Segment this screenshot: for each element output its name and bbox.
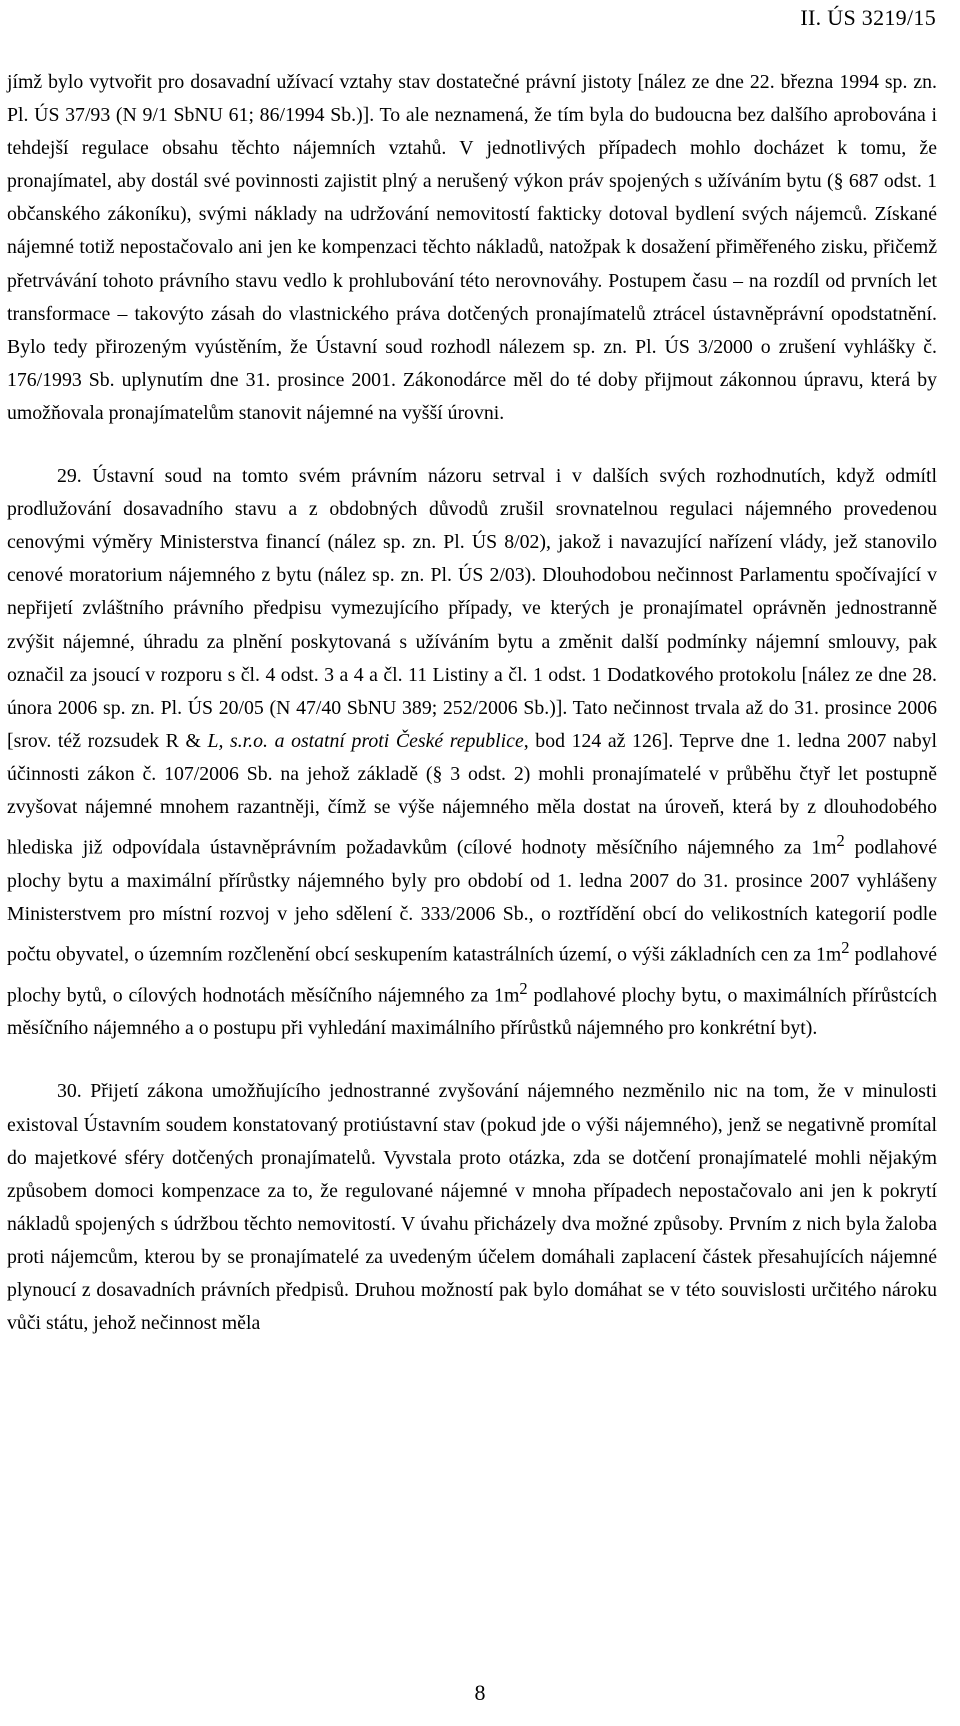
paragraph-gap [7,1045,937,1075]
paragraph-gap [7,430,937,460]
paragraph-continued: jímž bylo vytvořit pro dosavadní užívací vztahy stav dostatečné právní jistoty [nález ze dne 22. března 1994 sp. zn. Pl. ÚS 37/93 (N 9/1 SbNU 61; 86/1994 Sb.)]. To ale neznamená, že tím byla do budoucna bez dalšího aprobována i tehdejší regulace obsahu těchto nájemních vztahů. V jednotlivých případech mohlo docházet k tomu, že pronajímatel, aby dostál své povinnosti zajistit plný a nerušený výkon práv spojených s užíváním bytu (§ 687 odst. 1 občanského zákoníku), svými náklady na udržování nemovitostí fakticky dotoval bydlení svých nájemců. Získané nájemné totiž nepostačovalo ani jen ke kompenzaci těchto nákladů, natožpak k dosažení přiměřeného zisku, přičemž přetrvávání tohoto právního stavu vedlo k prohlubování této nerovnováhy. Postupem času – na rozdíl od prvních let transformace – takovýto zásah do vlastnického práva dotčených pronajímatelů ztrácel ústavněprávní opodstatnění. Bylo tedy přirozeným vyústěním, že Ústavní soud rozhodl nálezem sp. zn. Pl. ÚS 3/2000 o zrušení vyhlášky č. 176/1993 Sb. uplynutím dne 31. prosince 2001. Zákonodárce měl do té doby přijmout zákonnou úpravu, která by umožňovala pronajímatelům stanovit nájemné na vyšší úrovni. [7,71,937,424]
paragraph-29-text-1: 29. Ústavní soud na tomto svém právním názoru setrval i v dalších svých rozhodnutích, když odmítl prodlužování dosavadního stavu a z obdobných důvodů zrušil srovnatelnou regulaci nájemného provedenou cenovými výměry Ministerstva financí (nález sp. zn. Pl. ÚS 8/02), jakož i navazující nařízení vlády, jež stanovilo cenové moratorium nájemného z bytu (nález sp. zn. Pl. ÚS 2/03). Dlouhodobou nečinnost Parlamentu spočívající v nepřijetí zvláštního právního předpisu vymezujícího případy, ve kterých je pronajímatel oprávněn jednostranně zvýšit nájemné, úhradu za plnění poskytovaná s užíváním bytu a změnit další podmínky nájemní smlouvy, pak označil za jsoucí v rozporu s čl. 4 odst. 3 a 4 a čl. 11 Listiny a čl. 1 odst. 1 Dodatkového protokolu [nález ze dne 28. února 2006 sp. zn. Pl. ÚS 20/05 (N 47/40 SbNU 389; 252/2006 Sb.)]. Tato nečinnost trvala až do 31. prosince 2006 [srov. též rozsudek R & [7,465,937,752]
paragraph-29 [7,460,937,1045]
page-number: 8 [474,1680,486,1705]
paragraph-29-text-3: podlahové plochy bytu a maximální přírůstky nájemného byly pro období od 1. ledna 2007 do 31. prosince 2007 vyhlášeny Ministerstvem pro místní rozvoj v jeho sdělení č. 333/2006 Sb., o roztřídění obcí do velikostních kategorií podle počtu obyvatel, o územním rozčlenění obcí seskupením katastrálních území, o výši základních cen za 1m [7,836,937,966]
paragraph-29-text-4: podlahové plochy bytů, o cílových hodnotách měsíčního nájemného za 1m [7,943,937,1007]
paragraph-30: 30. Přijetí zákona umožňujícího jednostranné zvyšování nájemného nezměnilo nic na tom, že v minulosti existoval Ústavním soudem konstatovaný protiústavní stav (pokud jde o výši nájemného), jenž se negativně promítal do majetkové sféry dotčených pronajímatelů. Vyvstala proto otázka, zda se dotčení pronajímatelé mohli nějakým způsobem domoci kompenzace za to, že regulované nájemné v mnoha případech nepostačovalo ani jen k pokrytí nákladů spojených s údržbou těchto nemovitostí. V úvahu přicházely dva možné způsoby. Prvním z nich byla žaloba proti nájemcům, kterou by se pronajímatelé za uvedeným účelem domáhali zaplacení částek přesahujících nájemné plynoucí z dosavadních právních předpisů. Druhou možností pak bylo domáhat se v této souvislosti určitého nároku vůči státu, jehož nečinnost měla [7,1080,937,1335]
superscript-squared: 2 [519,978,528,998]
case-number-header: II. ÚS 3219/15 [800,5,936,30]
case-name-italic: L, s.r.o. a ostatní proti České republice [207,729,524,752]
paragraph-29-text-5: podlahové plochy bytu, o maximálních přírůstcích měsíčního nájemného a o postupu při vyhledání maximálního přírůstků nájemného pro konkrétní byt). [7,984,937,1040]
document-body [7,66,937,1340]
superscript-squared: 2 [836,831,845,851]
paragraph-29-text-2: , bod 124 až 126]. Teprve dne 1. ledna 2007 nabyl účinnosti zákon č. 107/2006 Sb. na jehož základě (§ 3 odst. 2) mohli pronajímatelé v průběhu čtyř let postupně zvyšovat nájemné mnohem razantněji, čímž se výše nájemného měla dostat na úroveň, která by z dlouhodobého hlediska již odpovídala ústavněprávním požadavkům (cílové hodnoty měsíčního nájemného za 1m [7,729,937,859]
superscript-squared: 2 [841,937,850,957]
